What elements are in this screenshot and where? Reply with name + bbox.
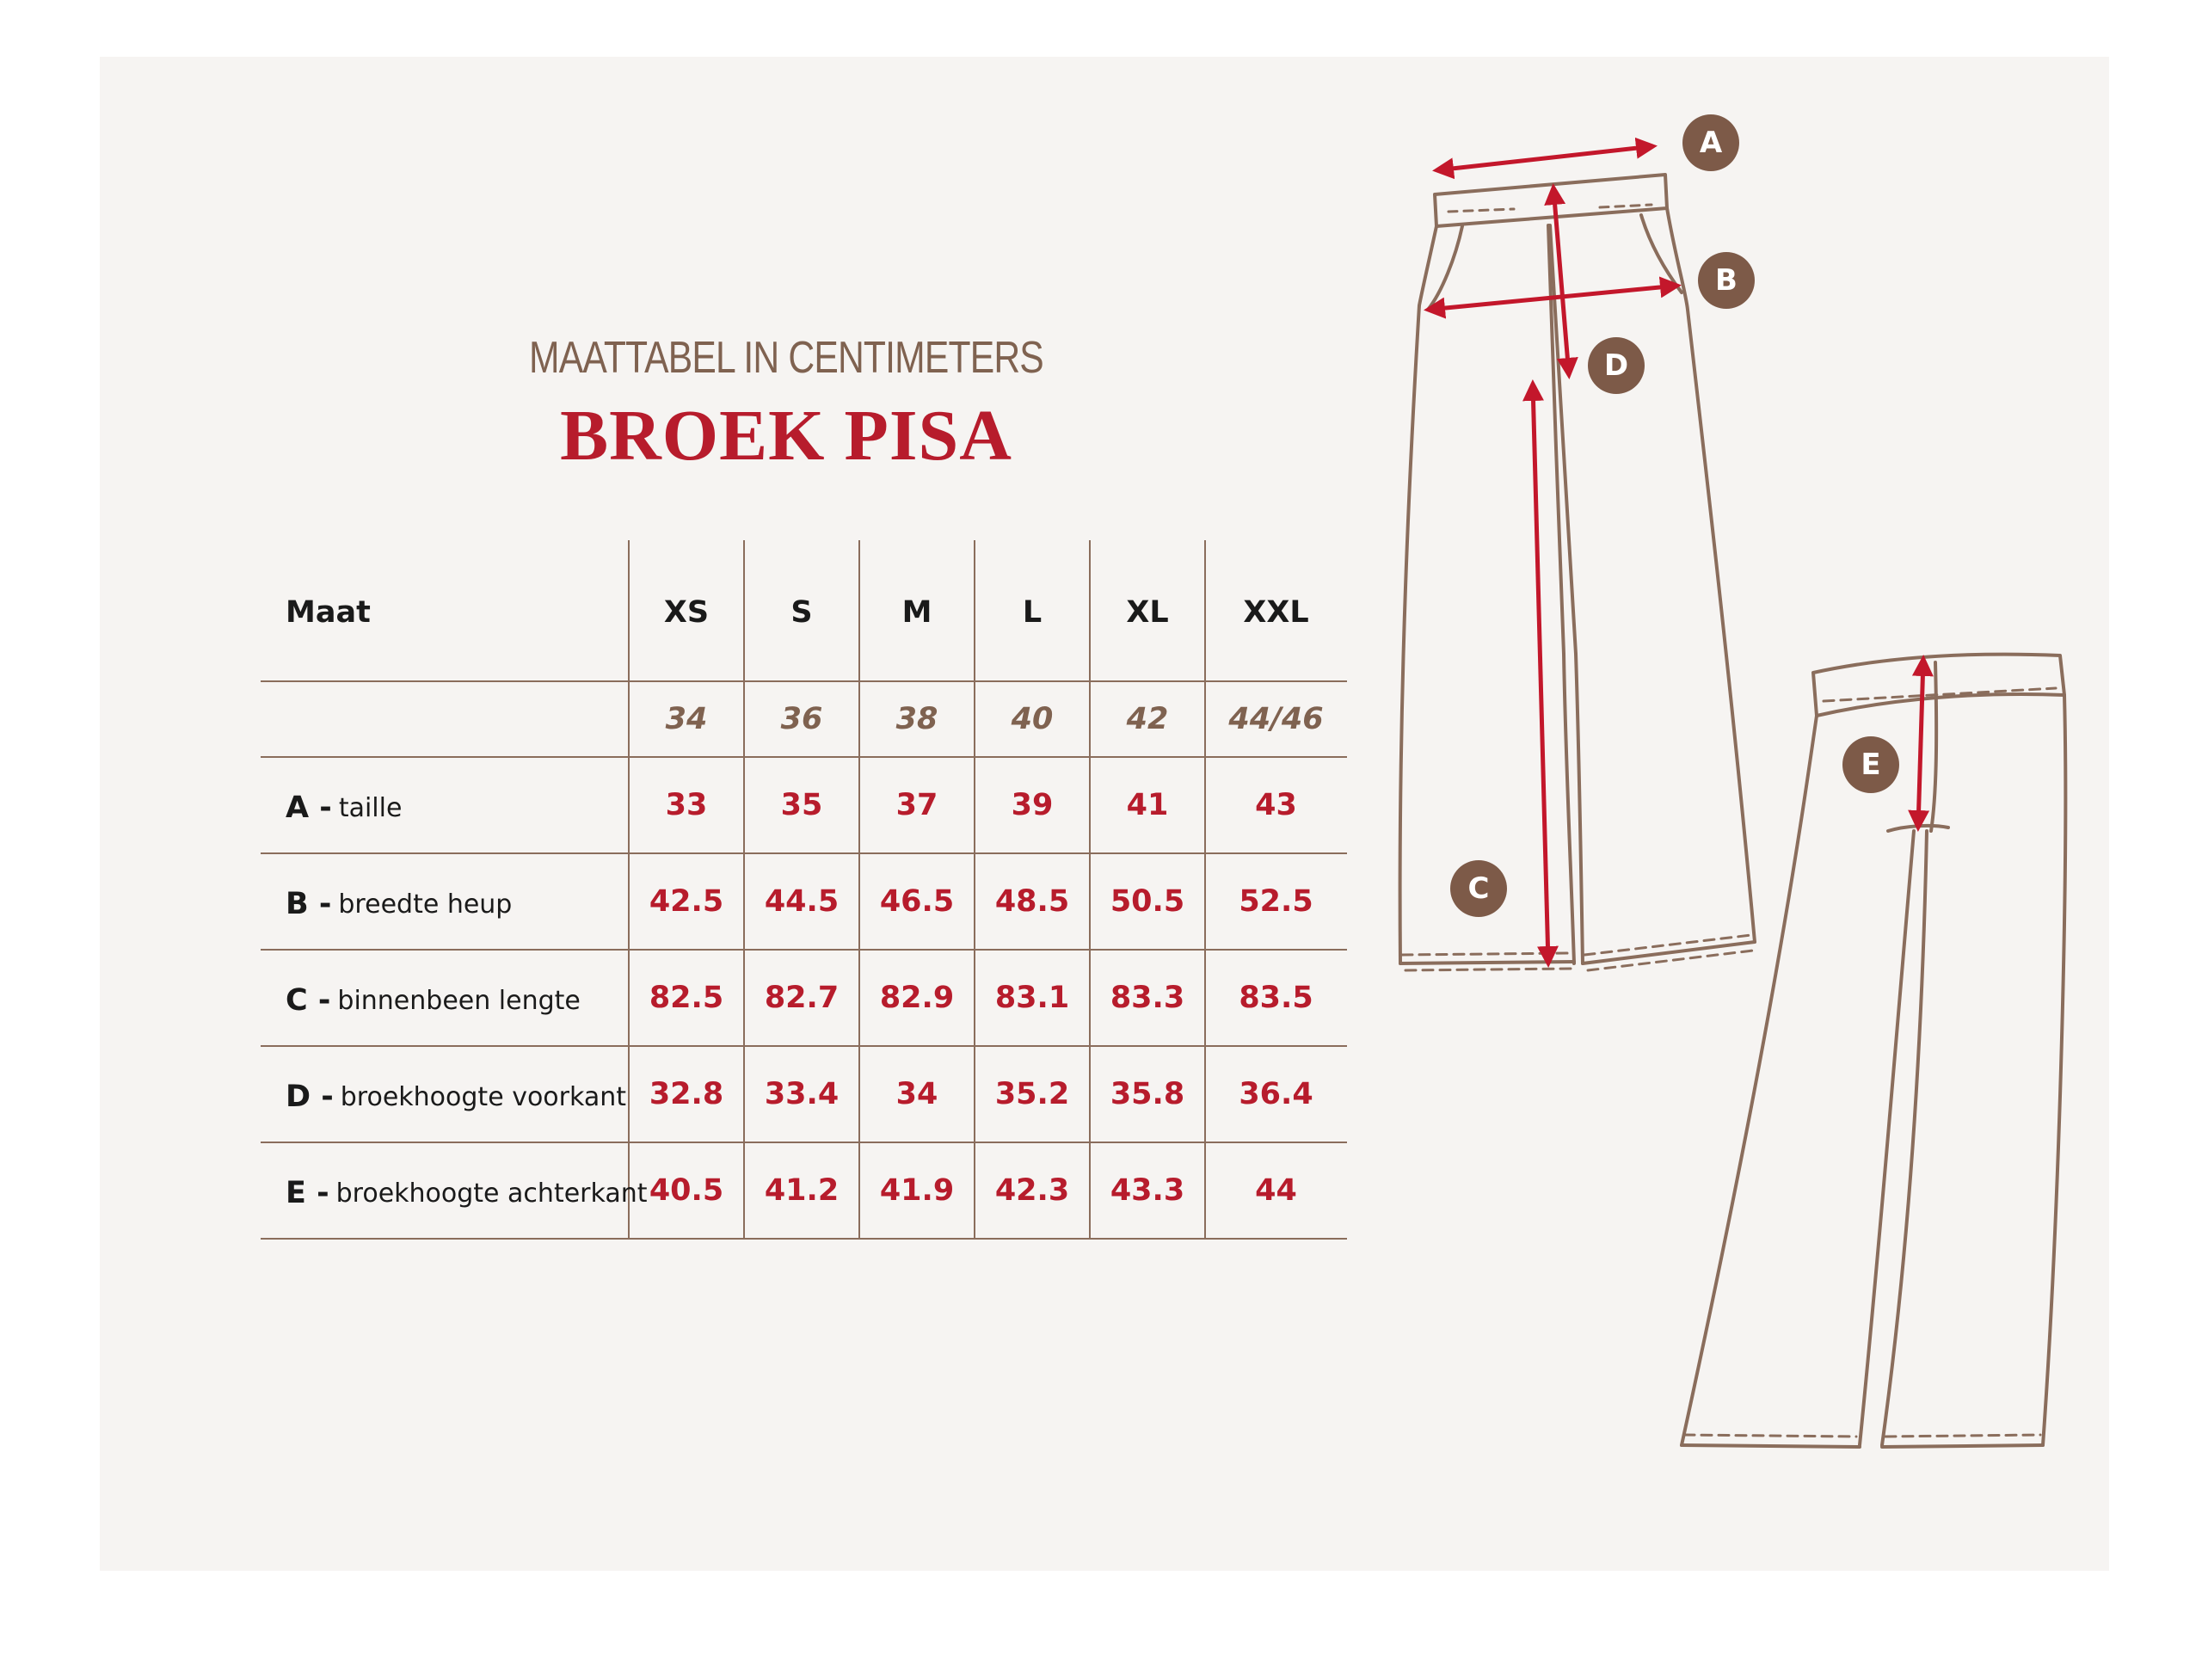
measurement-label-c [286,979,581,1022]
eu-size-cell: 34 [665,702,708,736]
eu-size-cell: 42 [1126,702,1169,736]
value-cell: 35.8 [1110,1077,1185,1111]
badge-d: D [1588,337,1645,394]
value-cell: 34 [895,1077,938,1111]
measurement-letter: B - [286,887,332,921]
value-cell: 33 [665,788,708,822]
value-cell: 82.7 [764,981,840,1015]
value-cell: 40.5 [649,1173,724,1208]
value-cell: 36.4 [1239,1077,1313,1111]
eu-size-cell: 40 [1011,702,1054,736]
value-cell: 37 [895,788,938,822]
value-cell: 46.5 [879,884,955,919]
value-cell: 48.5 [994,884,1070,919]
size-header-xxl: XXL [1243,595,1309,630]
value-cell: 42.3 [994,1173,1070,1208]
measurement-name: breedte heup [338,889,513,920]
value-cell: 82.5 [649,981,724,1015]
product-title: BROEK PISA [560,396,1012,476]
measurement-name: binnenbeen lengte [337,985,581,1016]
size-header-label: Maat [286,595,371,630]
value-cell: 33.4 [764,1077,840,1111]
value-cell: 83.1 [994,981,1070,1015]
badge-a: A [1682,114,1739,171]
eu-size-cell: 44/46 [1228,702,1324,736]
size-header-l: L [1022,595,1043,630]
measurement-label-a [286,786,402,829]
value-cell: 39 [1011,788,1054,822]
measurement-letter: D - [286,1080,334,1114]
value-cell: 82.9 [879,981,955,1015]
value-cell: 83.5 [1239,981,1313,1015]
size-header-xs: XS [663,595,710,630]
value-cell: 50.5 [1110,884,1185,919]
badge-b: B [1698,252,1755,309]
value-cell: 43.3 [1110,1173,1185,1208]
measurement-name: taille [338,792,403,823]
badge-c: C [1450,860,1507,917]
measurement-letter: A - [286,791,332,825]
badge-e: E [1842,736,1899,793]
value-cell: 41.2 [764,1173,840,1208]
value-cell: 43 [1255,788,1297,822]
value-cell: 83.3 [1110,981,1185,1015]
value-cell: 41 [1126,788,1169,822]
value-cell: 44.5 [764,884,840,919]
measurement-letter: C - [286,983,331,1018]
eu-size-cell: 36 [780,702,823,736]
chart-subtitle: MAATTABEL IN CENTIMETERS [529,333,1043,383]
measurement-letter: E - [286,1176,329,1210]
value-cell: 44 [1255,1173,1297,1208]
measurement-label-b [286,883,512,926]
value-cell: 52.5 [1239,884,1313,919]
size-header-s: S [790,595,813,630]
size-header-m: M [901,595,932,630]
measurement-label-d [286,1075,626,1118]
size-header-xl: XL [1126,595,1169,630]
measurement-name: broekhoogte achterkant [335,1178,648,1209]
measurement-label-e [286,1172,648,1215]
value-cell: 42.5 [649,884,724,919]
value-cell: 32.8 [649,1077,724,1111]
eu-size-cell: 38 [895,702,938,736]
value-cell: 35.2 [994,1077,1070,1111]
value-cell: 35 [780,788,823,822]
value-cell: 41.9 [879,1173,955,1208]
measurement-name: broekhoogte voorkant [340,1081,626,1112]
